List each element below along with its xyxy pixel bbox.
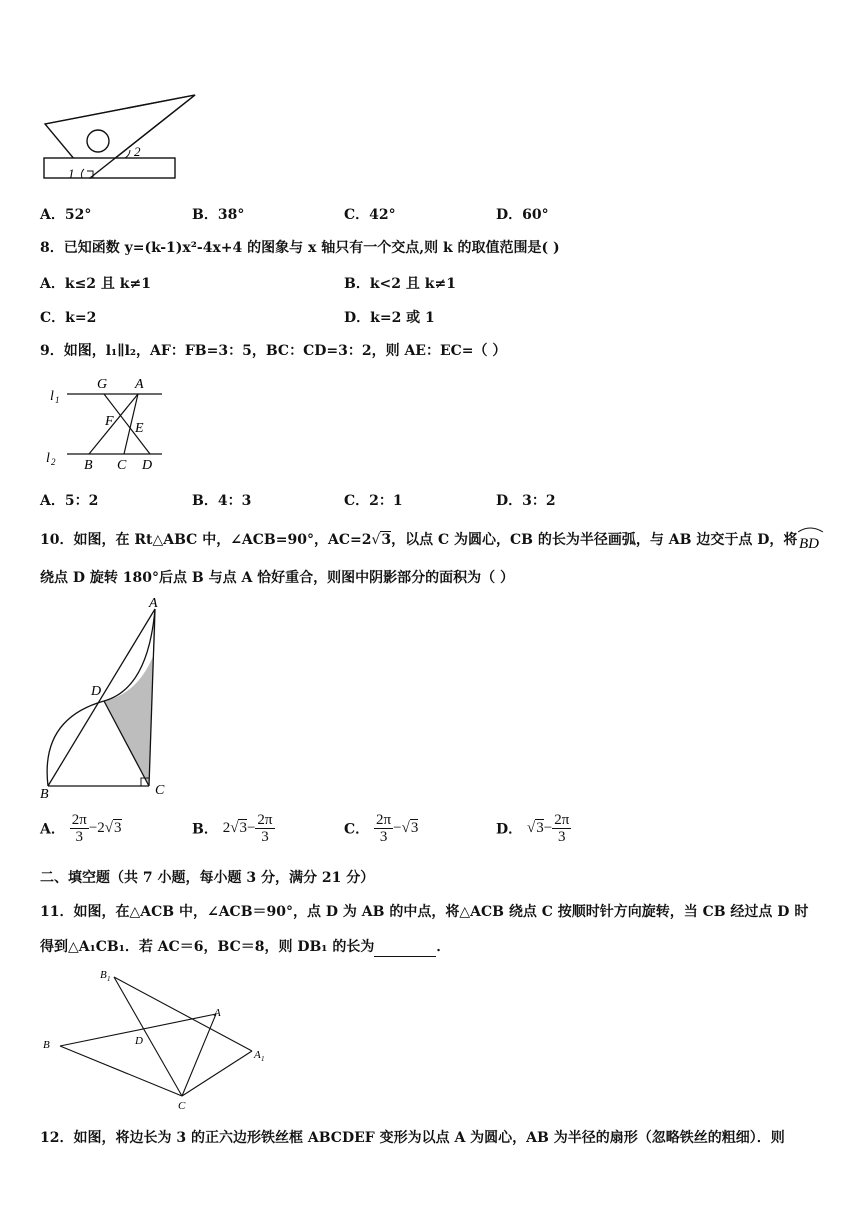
- q8-option-b[interactable]: B．k<2 且 k≠1: [344, 276, 456, 292]
- q7-option-a[interactable]: A．52°: [40, 207, 92, 223]
- q10-option-a[interactable]: A． $\frac{2\pi}{3}$ −2√3: [40, 812, 122, 845]
- q11-label-a1: A: [254, 1049, 261, 1061]
- q7-label-1: 1: [68, 166, 75, 181]
- q10-label-a: A: [149, 596, 158, 611]
- q7-option-d[interactable]: D．60°: [496, 207, 549, 223]
- q11-label-b1-sub: 1: [107, 975, 111, 983]
- svg-text:BD: BD: [799, 536, 819, 552]
- q7-option-c[interactable]: C．42°: [344, 207, 396, 223]
- q8-option-a[interactable]: A．k≤2 且 k≠1: [40, 276, 151, 292]
- q9-label-l1-sub: 1: [55, 395, 60, 405]
- q9-figure: [42, 372, 167, 474]
- q10-stem-line1: 10．如图，在 Rt△ABC 中，∠ACB=90°，AC=2√3，以点 C 为圆心，CB 的长为半径画弧，与 AB 边交于点 D，将: [40, 532, 798, 548]
- q7-option-b[interactable]: B．38°: [192, 207, 245, 223]
- q9-stem: 9．如图，l₁∥l₂，AF：FB=3：5，BC：CD=3：2，则 AE：EC=（ ）: [40, 343, 507, 359]
- q10-arc-label: [796, 524, 826, 552]
- q8-option-c[interactable]: C．k=2: [40, 310, 97, 326]
- q9-label-d: D: [142, 458, 153, 473]
- q9-label-l1: l: [50, 389, 54, 404]
- q10-label-b: B: [40, 787, 49, 800]
- q11-answer-blank[interactable]: [374, 942, 436, 957]
- q11-label-c: C: [178, 1100, 186, 1112]
- q11-label-b: B: [43, 1039, 50, 1051]
- q9-option-b[interactable]: B．4：3: [192, 493, 252, 509]
- q11-stem-line2: 得到△A₁CB₁．若 AC＝6，BC＝8，则 DB₁ 的长为 ．: [40, 939, 451, 955]
- q9-label-c: C: [117, 458, 127, 473]
- q11-label-a: A: [214, 1007, 221, 1019]
- q9-label-g: G: [97, 377, 108, 392]
- q11-stem-line1: 11．如图，在△ACB 中，∠ACB＝90°，点 D 为 AB 的中点，将△ACB 绕点 C 按顺时针方向旋转，当 CB 经过点 D 时: [40, 904, 809, 920]
- q9-label-b: B: [84, 458, 93, 473]
- q7-figure: [40, 92, 200, 184]
- q9-option-c[interactable]: C．2：1: [344, 493, 403, 509]
- q10-figure: [38, 594, 178, 800]
- q8-option-d[interactable]: D．k=2 或 1: [344, 310, 435, 326]
- q9-label-l2: l: [46, 451, 50, 466]
- q7-label-2: 2: [134, 144, 141, 159]
- q9-label-e: E: [135, 421, 144, 436]
- q11-figure: [38, 962, 273, 1112]
- q9-label-a: A: [135, 377, 144, 392]
- section-2-title: 二、填空题（共 7 小题，每小题 3 分，满分 21 分）: [40, 870, 375, 886]
- q10-option-c[interactable]: C． $\frac{2\pi}{3}$ −√3: [344, 812, 419, 845]
- q9-label-f: F: [105, 414, 114, 429]
- q9-label-l2-sub: 2: [51, 457, 56, 467]
- q11-label-d: D: [135, 1035, 143, 1047]
- q9-option-a[interactable]: A．5：2: [40, 493, 99, 509]
- q8-stem: 8．已知函数 y=(k-1)x²-4x+4 的图象与 x 轴只有一个交点,则 k 的取值范围是( ): [40, 240, 560, 256]
- q9-option-d[interactable]: D．3：2: [496, 493, 556, 509]
- q11-label-b1: B: [100, 969, 107, 981]
- q10-label-d: D: [91, 684, 102, 699]
- q10-option-d[interactable]: D． √3− $\frac{2\pi}{3}$: [496, 812, 570, 845]
- q10-label-c: C: [155, 783, 165, 798]
- q12-stem: 12．如图，将边长为 3 的正六边形铁丝框 ABCDEF 变形为以点 A 为圆心，AB 为半径的扇形（忽略铁丝的粗细）．则: [40, 1130, 785, 1146]
- q10-stem-line2: 绕点 D 旋转 180°后点 B 与点 A 恰好重合，则图中阴影部分的面积为（ ）: [40, 570, 515, 586]
- q10-option-b[interactable]: B． 2√3− $\frac{2\pi}{3}$: [192, 812, 273, 845]
- q11-label-a1-sub: 1: [261, 1055, 265, 1063]
